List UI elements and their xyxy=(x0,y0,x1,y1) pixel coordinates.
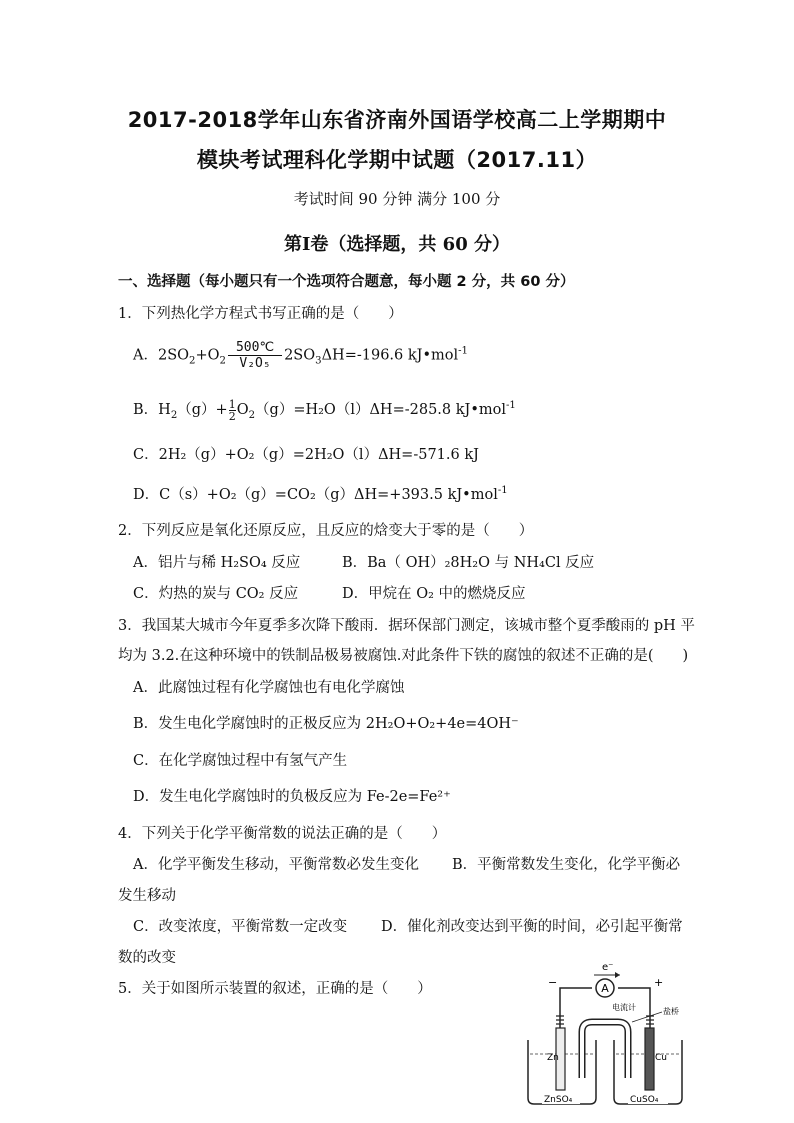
copper-electrode xyxy=(645,1028,654,1090)
q2-option-b: B．Ba（ OH）₂8H₂O 与 NH₄Cl 反应 xyxy=(342,555,595,571)
q4-option-a: A．化学平衡发生移动，平衡常数必发生变化 xyxy=(133,857,419,873)
q4-option-b-cont: 发生移动 xyxy=(118,888,176,904)
salt-bridge-inner xyxy=(582,1022,628,1078)
section-heading: 一、选择题（每小题只有一个选项符合题意，每小题 2 分，共 60 分） xyxy=(118,274,575,290)
galvanic-cell-svg xyxy=(520,958,690,1108)
salt-bridge-label: 盐桥 xyxy=(663,1007,679,1016)
q3-option-c: C．在化学腐蚀过程中有氢气产生 xyxy=(133,753,348,769)
reaction-condition: $\frac{500℃}{\text{V₂O₅}}$ xyxy=(228,340,282,371)
q4-option-c: C．改变浓度，平衡常数一定改变 xyxy=(133,919,348,935)
q2-stem: 2．下列反应是氧化还原反应，且反应的焓变大于零的是（ ） xyxy=(118,523,534,539)
ammeter-label: 电流计 xyxy=(612,1003,636,1012)
exam-title-line1: 2017-2018学年山东省济南外国语学校高二上学期期中 xyxy=(127,108,667,132)
q2-option-d: D．甲烷在 O₂ 中的燃烧反应 xyxy=(342,586,526,602)
q3-stem-line1: 3．我国某大城市今年夏季多次降下酸雨．据环保部门测定，该城市整个夏季酸雨的 pH 平 xyxy=(118,618,695,634)
q3-stem-line2: 均为 3.2.在这种环境中的铁制品极易被腐蚀.对此条件下铁的腐蚀的叙述不正确的是( ) xyxy=(118,648,689,664)
q3-option-d: D．发生电化学腐蚀时的负极反应为 Fe-2e=Fe²⁺ xyxy=(133,789,451,805)
q5-stem: 5．关于如图所示装置的叙述，正确的是（ ） xyxy=(118,981,432,997)
q1-option-b: B．$H_2(g)+$ $\frac{1}{2}O_2(g)=H_2O(l)\Delta H=-285.8$ kJ•mol$^{-1}$ xyxy=(133,397,516,423)
q4-option-d: D．催化剂改变达到平衡的时间，必引起平衡常 xyxy=(381,919,683,935)
q3-option-b: B．发生电化学腐蚀时的正极反应为 2H₂O+O₂+4e=4OH⁻ xyxy=(133,716,519,732)
zinc-label: Zn xyxy=(547,1053,559,1063)
fraction-half: $\frac{1}{2}$ xyxy=(228,397,236,423)
q4-option-d-cont: 数的改变 xyxy=(118,950,176,966)
copper-label: Cu xyxy=(655,1053,667,1063)
galvanic-cell-diagram xyxy=(520,958,690,1108)
left-solution-label: ZnSO₄ xyxy=(544,1095,573,1105)
salt-bridge-tube xyxy=(582,1022,628,1078)
q2-option-a: A．铝片与稀 H₂SO₄ 反应 xyxy=(133,555,301,571)
q1-option-d: D．C（s）+O₂（g）=CO₂（g）ΔH=+393.5 kJ•mol$^{-1}$ xyxy=(133,485,508,503)
q4-option-b: B．平衡常数发生变化，化学平衡必 xyxy=(452,857,681,873)
q2-option-c: C．灼热的炭与 CO₂ 反应 xyxy=(133,586,299,602)
arrow-head-icon xyxy=(615,972,620,978)
exam-meta: 考试时间 90 分钟 满分 100 分 xyxy=(293,190,501,208)
q1-stem: 1．下列热化学方程式书写正确的是（ ） xyxy=(118,306,403,322)
right-solution-label: CuSO₄ xyxy=(630,1095,659,1105)
volume-heading: 第Ⅰ卷（选择题，共 60 分） xyxy=(283,234,510,255)
q1-option-c: C．2H₂（g）+O₂（g）=2H₂O（l）ΔH=-571.6 kJ xyxy=(133,447,479,463)
q1-option-a: A．$2SO_2+O_2$ $\frac{500℃}{\text{V₂O₅}}$ $2SO_3\Delta H=-196.6$ kJ•mol$^{-1}$ xyxy=(133,340,469,371)
plus-sign: + xyxy=(654,976,664,989)
electron-label: e⁻ xyxy=(602,962,614,973)
exam-title-line2: 模块考试理科化学期中试题（2017.11） xyxy=(196,148,598,172)
ammeter-symbol: A xyxy=(601,982,609,995)
q4-stem: 4．下列关于化学平衡常数的说法正确的是（ ） xyxy=(118,826,447,842)
q3-option-a: A．此腐蚀过程有化学腐蚀也有电化学腐蚀 xyxy=(133,680,405,696)
minus-sign: − xyxy=(548,976,558,989)
